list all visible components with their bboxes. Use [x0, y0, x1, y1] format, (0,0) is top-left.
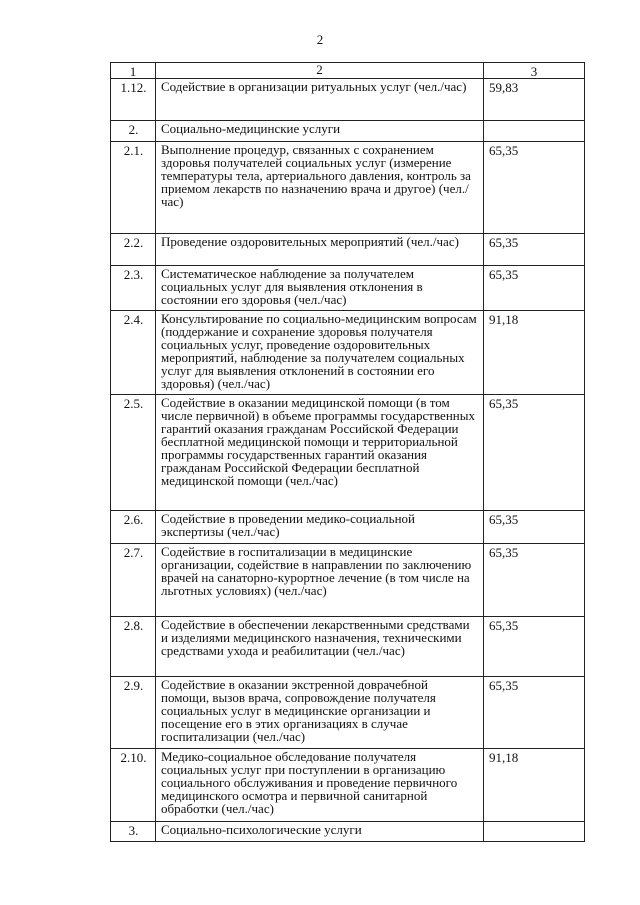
tariff-value: 91,18	[484, 311, 585, 395]
table-header-row	[111, 63, 585, 79]
table-row	[111, 79, 585, 121]
tariff-value: 65,35	[484, 395, 585, 511]
table-row	[111, 749, 585, 822]
row-number: 2.1.	[111, 142, 156, 234]
service-name: Содействие в проведении медико-социальной экспертизы (чел./час)	[156, 511, 484, 544]
table-row	[111, 311, 585, 395]
service-name: Содействие в оказании медицинской помощи (в том числе первичной) в объеме программы государственных гарантий оказания гражданам Российской Федерации бесплатной медицинской помощи и территориальной программы государственных гарантий оказания гражданам Российской Федерации бесплатной медицинской помощи (чел./час)	[156, 395, 484, 511]
row-number: 1.12.	[111, 79, 156, 121]
page-number: 2	[316, 32, 324, 47]
tariff-value	[484, 822, 585, 842]
table-row	[111, 266, 585, 311]
tariff-value: 65,35	[484, 677, 585, 749]
row-number: 2.10.	[111, 749, 156, 822]
tariff-value: 65,35	[484, 511, 585, 544]
row-number: 2.9.	[111, 677, 156, 749]
table-row	[111, 617, 585, 677]
row-number: 2.	[111, 121, 156, 142]
service-name: Содействие в госпитализации в медицинские организации, содействие в направлении по заключению врачей на санаторно-курортное лечение (в том числе на льготных условиях) (чел./час)	[156, 544, 484, 617]
row-number: 2.3.	[111, 266, 156, 311]
service-name: Систематическое наблюдение за получателем социальных услуг для выявления отклонения в состоянии его здоровья (чел./час)	[156, 266, 484, 311]
table-row	[111, 511, 585, 544]
service-name: Содействие в оказании экстренной доврачебной помощи, вызов врача, сопровождение получателя социальных услуг в медицинские организации и посещение его в этих организациях в случае госпитализации (чел./час)	[156, 677, 484, 749]
row-number: 2.6.	[111, 511, 156, 544]
service-name: Медико-социальное обследование получателя социальных услуг при поступлении в организацию социального обслуживания и проведение первичного медицинского осмотра и первичной санитарной обработки (чел./час)	[156, 749, 484, 822]
tariff-table	[110, 62, 585, 842]
tariff-value: 91,18	[484, 749, 585, 822]
header-col-3: 3	[484, 63, 585, 79]
tariff-value: 65,35	[484, 234, 585, 266]
row-number: 2.7.	[111, 544, 156, 617]
table-row	[111, 121, 585, 142]
tariff-value	[484, 121, 585, 142]
table-row	[111, 234, 585, 266]
tariff-value: 65,35	[484, 266, 585, 311]
service-name: Содействие в организации ритуальных услуг (чел./час)	[156, 79, 484, 121]
table-row	[111, 142, 585, 234]
row-number: 3.	[111, 822, 156, 842]
row-number: 2.2.	[111, 234, 156, 266]
row-number: 2.4.	[111, 311, 156, 395]
section-title: Социально-психологические услуги	[156, 822, 484, 842]
table-row	[111, 677, 585, 749]
table-row	[111, 544, 585, 617]
row-number: 2.5.	[111, 395, 156, 511]
header-col-2: 2	[156, 63, 484, 79]
service-name: Выполнение процедур, связанных с сохранением здоровья получателей социальных услуг (измерение температуры тела, артериального давления, контроль за приемом лекарств по назначению врача и другое) (чел./час)	[156, 142, 484, 234]
tariff-value: 65,35	[484, 142, 585, 234]
tariff-value: 65,35	[484, 544, 585, 617]
service-name: Консультирование по социально-медицинским вопросам (поддержание и сохранение здоровья получателя социальных услуг, проведение оздоровительных мероприятий, наблюдение за получателем социальных услуг для выявления отклонений в состоянии его здоровья) (чел./час)	[156, 311, 484, 395]
service-name: Проведение оздоровительных мероприятий (чел./час)	[156, 234, 484, 266]
table-row	[111, 395, 585, 511]
header-col-1: 1	[111, 63, 156, 79]
row-number: 2.8.	[111, 617, 156, 677]
section-title: Социально-медицинские услуги	[156, 121, 484, 142]
tariff-value: 65,35	[484, 617, 585, 677]
table-row	[111, 822, 585, 842]
tariff-value: 59,83	[484, 79, 585, 121]
service-name: Содействие в обеспечении лекарственными средствами и изделиями медицинского назначения, техническими средствами ухода и реабилитации (чел./час)	[156, 617, 484, 677]
